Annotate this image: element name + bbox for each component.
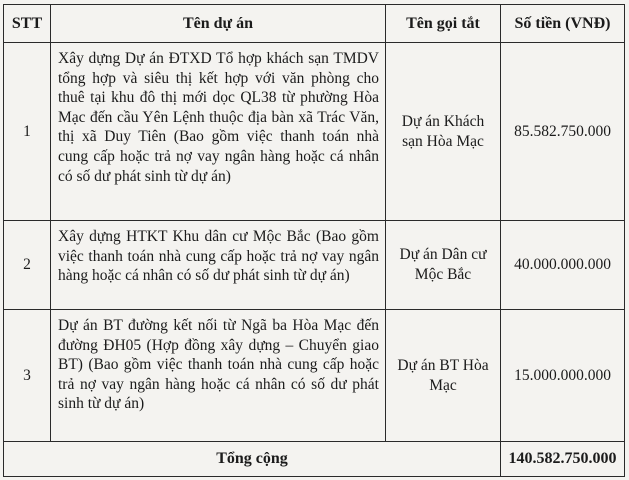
table-row <box>4 43 625 221</box>
row-project-name: Xây dựng Dự án ĐTXD Tổ hợp khách sạn TMDV tổng hợp và siêu thị kết hợp với văn phòng cho thuê tại khu đô thị mới dọc QL38 từ phường Hòa Mạc đến cầu Yên Lệnh thuộc địa bàn xã Trác Văn, thị xã Duy Tiên (Bao gồm việc thanh toán nhà cung cấp hoặc trả nợ vay ngân hàng hoặc cá nhân có số dư phát sinh từ dự án) <box>51 43 386 221</box>
row-project-name: Dự án BT đường kết nối từ Ngã ba Hòa Mạc đến đường ĐH05 (Hợp đồng xây dựng – Chuyển giao BT) (Bao gồm việc thanh toán nhà cung cấp hoặc trả nợ vay ngân hàng hoặc cá nhân có số dư phát sinh từ dự án) <box>51 310 386 442</box>
project-funding-table <box>3 4 625 477</box>
row-amount: 15.000.000.000 <box>501 310 625 442</box>
row-short-name: Dự án Dân cư Mộc Bắc <box>386 221 501 310</box>
header-amount: Số tiền (VNĐ) <box>501 5 625 43</box>
row-short-name: Dự án BT Hòa Mạc <box>386 310 501 442</box>
row-stt: 3 <box>4 310 51 442</box>
total-amount: 140.582.750.000 <box>501 442 625 477</box>
total-label: Tổng cộng <box>4 442 501 477</box>
row-short-name: Dự án Khách sạn Hòa Mạc <box>386 43 501 221</box>
row-stt: 2 <box>4 221 51 310</box>
header-stt: STT <box>4 5 51 43</box>
header-short-name: Tên gọi tắt <box>386 5 501 43</box>
table-row <box>4 221 625 310</box>
row-amount: 40.000.000.000 <box>501 221 625 310</box>
table-row <box>4 310 625 442</box>
total-row <box>4 442 625 477</box>
row-stt: 1 <box>4 43 51 221</box>
header-project-name: Tên dự án <box>51 5 386 43</box>
row-project-name: Xây dựng HTKT Khu dân cư Mộc Bắc (Bao gồm việc thanh toán nhà cung cấp hoặc trả nợ vay ngân hàng hoặc cá nhân có số dư phát sinh từ dự án) <box>51 221 386 310</box>
row-amount: 85.582.750.000 <box>501 43 625 221</box>
table-header-row <box>4 5 625 43</box>
